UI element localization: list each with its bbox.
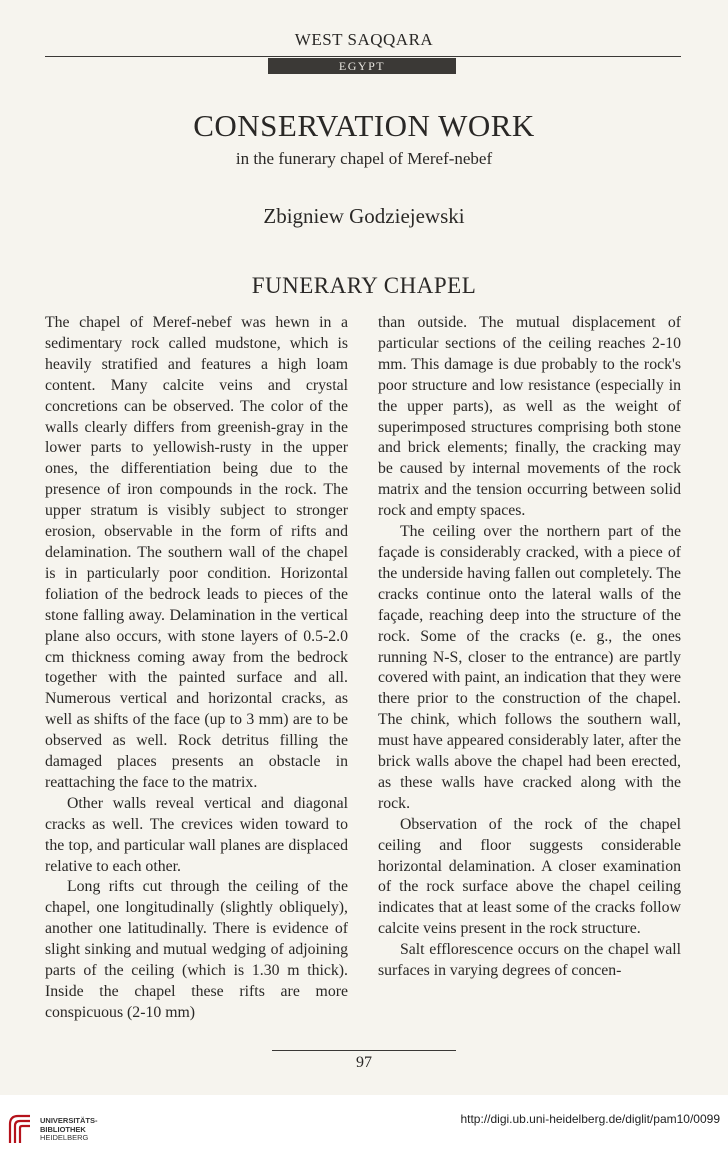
body-paragraph: than outside. The mutual displacement of particular sections of the ceiling reaches 2-10 mm. This damage is due probably to the rock's poor structure and low resistance (especially in the upper parts), as well as the weight of superimposed structures comprising both stone and brick elements; finally, the cracking may be caused by internal movements of the rock matrix and the tension occurring between solid rock and empty spaces. xyxy=(378,314,681,520)
page-number: 97 xyxy=(356,1054,372,1071)
section-badge: EGYPT xyxy=(268,58,456,74)
right-column xyxy=(378,313,681,982)
library-name-line: BIBLIOTHEK xyxy=(40,1124,86,1134)
article-subtitle: in the funerary chapel of Meref-nebef xyxy=(235,149,493,168)
body-paragraph: Other walls reveal vertical and diagonal cracks as well. The crevices widen toward to the top, and particular wall planes are displaced relative to each other. xyxy=(45,794,348,875)
article-title: CONSERVATION WORK xyxy=(193,108,535,143)
body-paragraph: Observation of the rock of the chapel ceiling and floor suggests considerable horizontal delamination. A closer examination of the rock surface above the chapel ceiling indicates that at least some of the cracks follow calcite veins present in the rock structure. xyxy=(378,815,681,938)
author-name: Zbigniew Godziejewski xyxy=(263,204,465,228)
library-name-line: HEIDELBERG xyxy=(40,1133,89,1142)
library-name[interactable] xyxy=(40,1117,98,1143)
section-heading: FUNERARY CHAPEL xyxy=(251,273,477,298)
permalink-url[interactable]: http://digi.ub.uni-heidelberg.de/diglit/pam10/0099 xyxy=(460,1112,720,1126)
body-paragraph: Long rifts cut through the ceiling of the chapel, one longitudinally (slightly obliquely), another one latitudinally. There is evidence of slight sinking and mutual wedging of adjoining parts of the ceiling (which is 1.30 m thick). Inside the chapel these rifts are more conspicuous (2-10 mm) xyxy=(45,878,348,1021)
body-paragraph: Salt efflorescence occurs on the chapel wall surfaces in varying degrees of concen- xyxy=(378,941,681,980)
logo-arch-mid xyxy=(15,1121,30,1143)
logo-arch-inner xyxy=(20,1126,30,1143)
header-rule xyxy=(45,56,681,57)
library-name-line: UNIVERSITÄTS- xyxy=(40,1116,98,1125)
running-head: WEST SAQQARA xyxy=(294,30,434,49)
body-paragraph: The chapel of Meref-nebef was hewn in a sedimentary rock called mudstone, which is heavily stratified and features a high loam content. Many calcite veins and crystal concretions can be observed. The color of the walls clearly differs from greenish-gray in the lower parts to yellowish-rusty in the upper ones, the differentiation being due to the presence of iron compounds in the rock. The upper stratum is visibly subject to stronger erosion, observable in the form of rifts and delamination. The southern wall of the chapel is in particularly poor condition. Horizontal foliation of the bedrock leads to pieces of the stone falling away. Delamination in the vertical plane also occurs, with stone layers of 0.5-2.0 cm thickness coming away from the bedrock together with the painted surface and all. Numerous vertical and horizontal cracks, as well as shifts of the face (up to 3 mm) are to be observed as well. Rock detritus filling the damaged places presents an obstacle in reattaching the face to the matrix. xyxy=(45,314,348,791)
left-column xyxy=(45,313,348,1024)
body-paragraph: The ceiling over the northern part of the façade is considerably cracked, with a piece of the underside having fallen out completely. The cracks continue onto the lateral walls of the façade, reaching deep into the structure of the rock. Some of the cracks (e. g., the ones running N-S, closer to the entrance) are partly covered with paint, an indication that they were there prior to the construction of the chapel. The chink, which follows the southern wall, must have appeared considerably later, after the brick walls above the chapel had been erected, as these walls have cracked along with the rock. xyxy=(378,523,681,812)
logo-shape xyxy=(10,1116,30,1143)
footer-rule xyxy=(272,1050,456,1051)
university-library-logo-icon[interactable] xyxy=(8,1114,32,1144)
